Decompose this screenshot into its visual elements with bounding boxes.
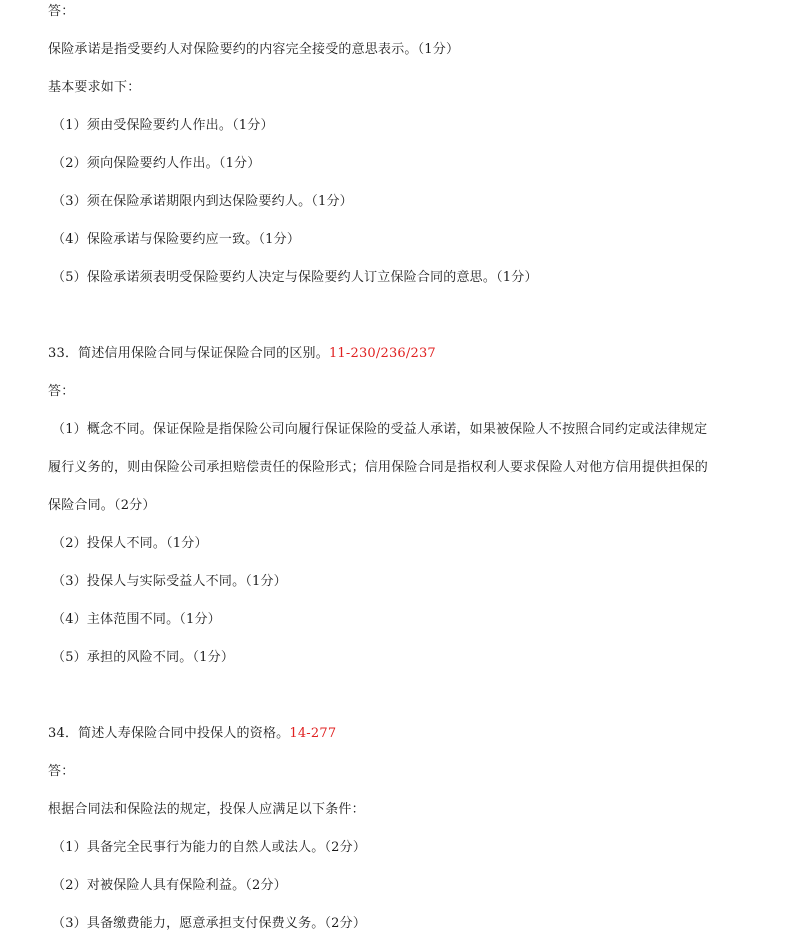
answer-item: （2）对被保险人具有保险利益。（2分） <box>52 878 287 893</box>
question-reference: 11-230/236/237 <box>328 346 436 361</box>
answer-item: （5）承担的风险不同。（1分） <box>52 650 235 665</box>
question-33 <box>48 346 436 362</box>
answer-item: （4）保险承诺与保险要约应一致。（1分） <box>52 232 301 247</box>
question-34 <box>48 726 336 742</box>
answer-intro: 根据合同法和保险法的规定，投保人应满足以下条件： <box>48 802 365 817</box>
answer-item: （5）保险承诺须表明受保险要约人决定与保险要约人订立保险合同的意思。（1分） <box>52 270 538 285</box>
answer-intro: 保险承诺是指受要约人对保险要约的内容完全接受的意思表示。（1分） <box>48 42 460 57</box>
answer-item: （2）投保人不同。（1分） <box>52 536 208 551</box>
question-reference: 14-277 <box>289 726 337 741</box>
answer-item: （1）具备完全民事行为能力的自然人或法人。（2分） <box>52 840 367 855</box>
answer-item: （1）须由受保险要约人作出。（1分） <box>52 118 274 133</box>
answer-item-line: 履行义务的，则由保险公司承担赔偿责任的保险形式；信用保险合同是指权利人要求保险人对他方信用提供担保的 <box>48 460 709 475</box>
answer-label: 答： <box>48 384 75 399</box>
answer-label: 答： <box>48 764 75 779</box>
answer-item: （4）主体范围不同。（1分） <box>52 612 221 627</box>
answer-label: 答： <box>48 4 75 19</box>
answer-item-line: 保险合同。（2分） <box>48 498 156 513</box>
answer-item: （3）具备缴费能力，愿意承担支付保费义务。（2分） <box>52 916 367 931</box>
answer-item-line: （1）概念不同。保证保险是指保险公司向履行保证保险的受益人承诺，如果被保险人不按照合同约定或法律规定 <box>52 422 708 437</box>
answer-subheading: 基本要求如下： <box>48 80 141 95</box>
answer-item: （3）投保人与实际受益人不同。（1分） <box>52 574 287 589</box>
answer-item: （3）须在保险承诺期限内到达保险要约人。（1分） <box>52 194 353 209</box>
question-text: 34．简述人寿保险合同中投保人的资格。 <box>48 726 290 741</box>
question-text: 33．简述信用保险合同与保证保险合同的区别。 <box>48 346 329 361</box>
answer-item: （2）须向保险要约人作出。（1分） <box>52 156 261 171</box>
